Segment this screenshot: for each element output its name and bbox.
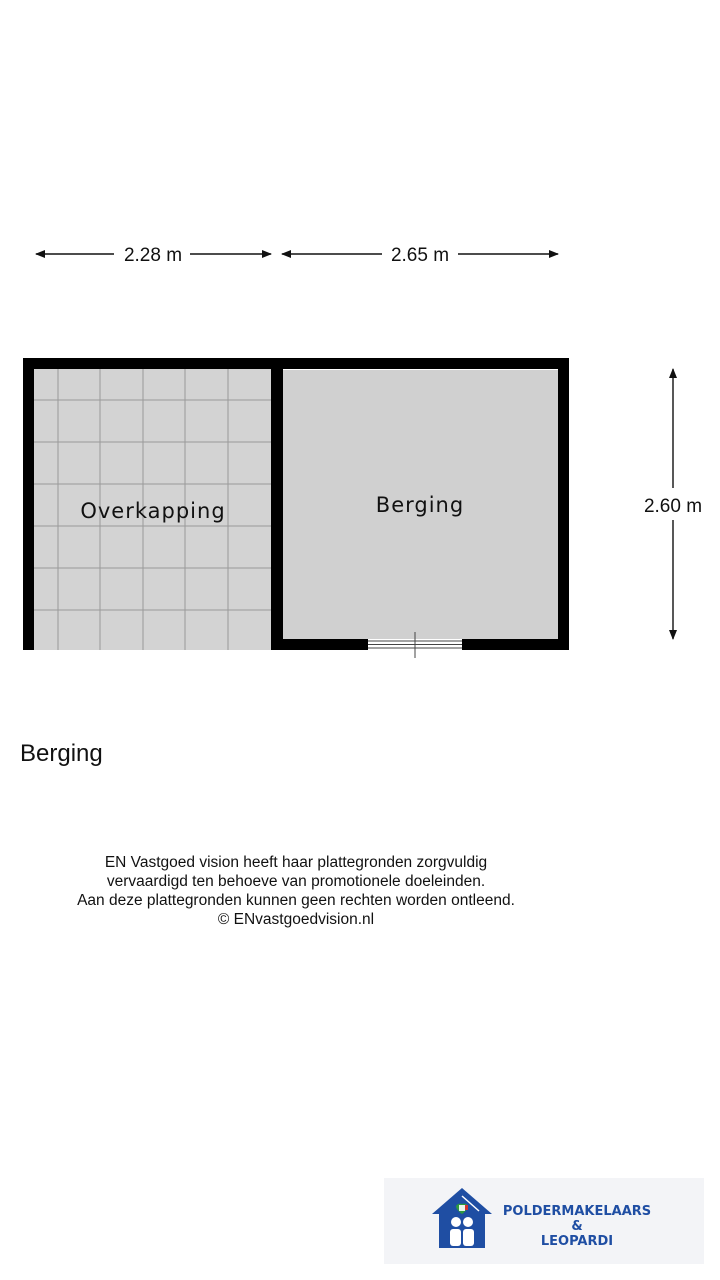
room-berging [283,370,558,639]
disclaimer [0,853,592,929]
logo-text [492,1204,662,1249]
disclaimer-line: vervaardigd ten behoeve van promotionele doeleinden. [106,873,486,890]
dimension-width-right [282,245,558,266]
logo-line-2: & [571,1219,583,1234]
room-overkapping [34,369,271,650]
dimension-label-left: 2.28 m [123,245,183,266]
disclaimer-line: Aan deze plattegronden kunnen geen rechten worden ontleend. [77,892,515,909]
dimension-height [644,369,702,639]
dimension-width-left [36,245,271,266]
floor-title: Berging [20,740,103,767]
brand-logo [384,1178,704,1264]
dimension-label-right: 2.65 m [390,245,450,266]
room-label-berging: Berging [375,493,465,517]
disclaimer-line: © ENvastgoedvision.nl [217,911,375,928]
logo-line-1: POLDERMAKELAARS [502,1204,652,1219]
house-logo-icon [430,1186,494,1252]
room-label-overkapping: Overkapping [80,499,226,523]
logo-line-3: LEOPARDI [540,1234,614,1249]
disclaimer-line: EN Vastgoed vision heeft haar plattegronden zorgvuldig [104,854,488,871]
dimension-label-height: 2.60 m [643,496,703,517]
